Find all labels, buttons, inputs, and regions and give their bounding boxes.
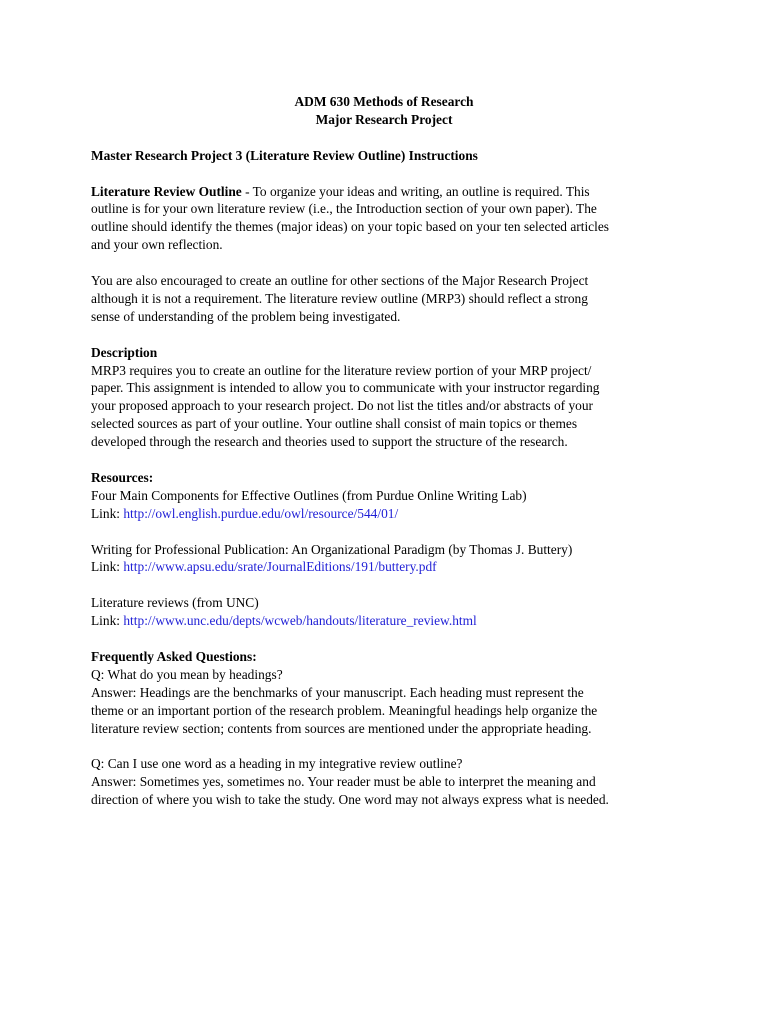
intro-line: and your own reflection.	[91, 237, 223, 253]
resource-title: Four Main Components for Effective Outlines (from Purdue Online Writing Lab)	[91, 487, 527, 503]
faq-question: Q: Can I use one word as a heading in my integrative review outline?	[91, 756, 463, 772]
intro-paragraph	[91, 183, 691, 255]
faq-answer-line: direction of where you wish to take the study. One word may not always express what is needed.	[91, 792, 609, 808]
faq-section	[91, 648, 691, 809]
faq-question: Q: What do you mean by headings?	[91, 666, 283, 682]
resource-link[interactable]: http://owl.english.purdue.edu/owl/resource/544/01/	[123, 505, 399, 521]
description-line: MRP3 requires you to create an outline for the literature review portion of your MRP project/	[91, 362, 592, 378]
document-page	[91, 93, 691, 809]
resources-heading: Resources:	[91, 469, 154, 485]
faq-answer-line: Answer: Sometimes yes, sometimes no. Your reader must be able to interpret the meaning and	[91, 774, 596, 790]
description-line: developed through the research and theories used to support the structure of the research.	[91, 434, 568, 450]
description-section	[91, 344, 691, 451]
intro-label: Literature Review Outline	[91, 183, 242, 199]
link-label: Link:	[91, 505, 124, 521]
description-line: your proposed approach to your research project. Do not list the titles and/or abstracts of your	[91, 398, 594, 414]
description-heading: Description	[91, 344, 158, 360]
encourage-line: although it is not a requirement. The literature review outline (MRP3) should reflect a strong	[91, 290, 588, 306]
link-label: Link:	[91, 613, 124, 629]
encourage-line: sense of understanding of the problem being investigated.	[91, 308, 401, 324]
resource-title: Writing for Professional Publication: An Organizational Paradigm (by Thomas J. Buttery)	[91, 541, 573, 557]
intro-line: outline should identify the themes (major ideas) on your topic based on your ten selected articles	[91, 219, 609, 235]
description-line: selected sources as part of your outline. Your outline shall consist of main topics or themes	[91, 416, 578, 432]
intro-line: - To organize your ideas and writing, an outline is required. This	[241, 183, 590, 199]
faq-answer-line: theme or an important portion of the research problem. Meaningful headings help organize the	[91, 702, 598, 718]
intro-line: outline is for your own literature review (i.e., the Introduction section of your own paper). The	[91, 201, 597, 217]
instructions-title: Master Research Project 3 (Literature Review Outline) Instructions	[91, 147, 478, 163]
resource-link[interactable]: http://www.apsu.edu/srate/JournalEditions/191/buttery.pdf	[123, 559, 437, 575]
faq-answer-line: literature review section; contents from sources are mentioned under the appropriate heading.	[91, 720, 592, 736]
resource-link-row	[91, 558, 691, 576]
description-line: paper. This assignment is intended to allow you to communicate with your instructor regarding	[91, 380, 600, 396]
resource-title: Literature reviews (from UNC)	[91, 595, 259, 611]
intro-first-line	[91, 183, 691, 201]
encourage-line: You are also encouraged to create an outline for other sections of the Major Research Project	[91, 273, 589, 289]
faq-answer-line: Answer: Headings are the benchmarks of your manuscript. Each heading must represent the	[91, 684, 584, 700]
course-title: ADM 630 Methods of Research	[294, 94, 474, 109]
document-subtitle: Major Research Project	[315, 111, 453, 127]
resources-section	[91, 469, 691, 630]
resource-link[interactable]: http://www.unc.edu/depts/wcweb/handouts/literature_review.html	[123, 613, 477, 629]
resource-link-row	[91, 612, 691, 630]
faq-heading: Frequently Asked Questions:	[91, 648, 257, 664]
encourage-paragraph	[91, 272, 691, 326]
link-label: Link:	[91, 559, 124, 575]
resource-link-row	[91, 505, 691, 523]
